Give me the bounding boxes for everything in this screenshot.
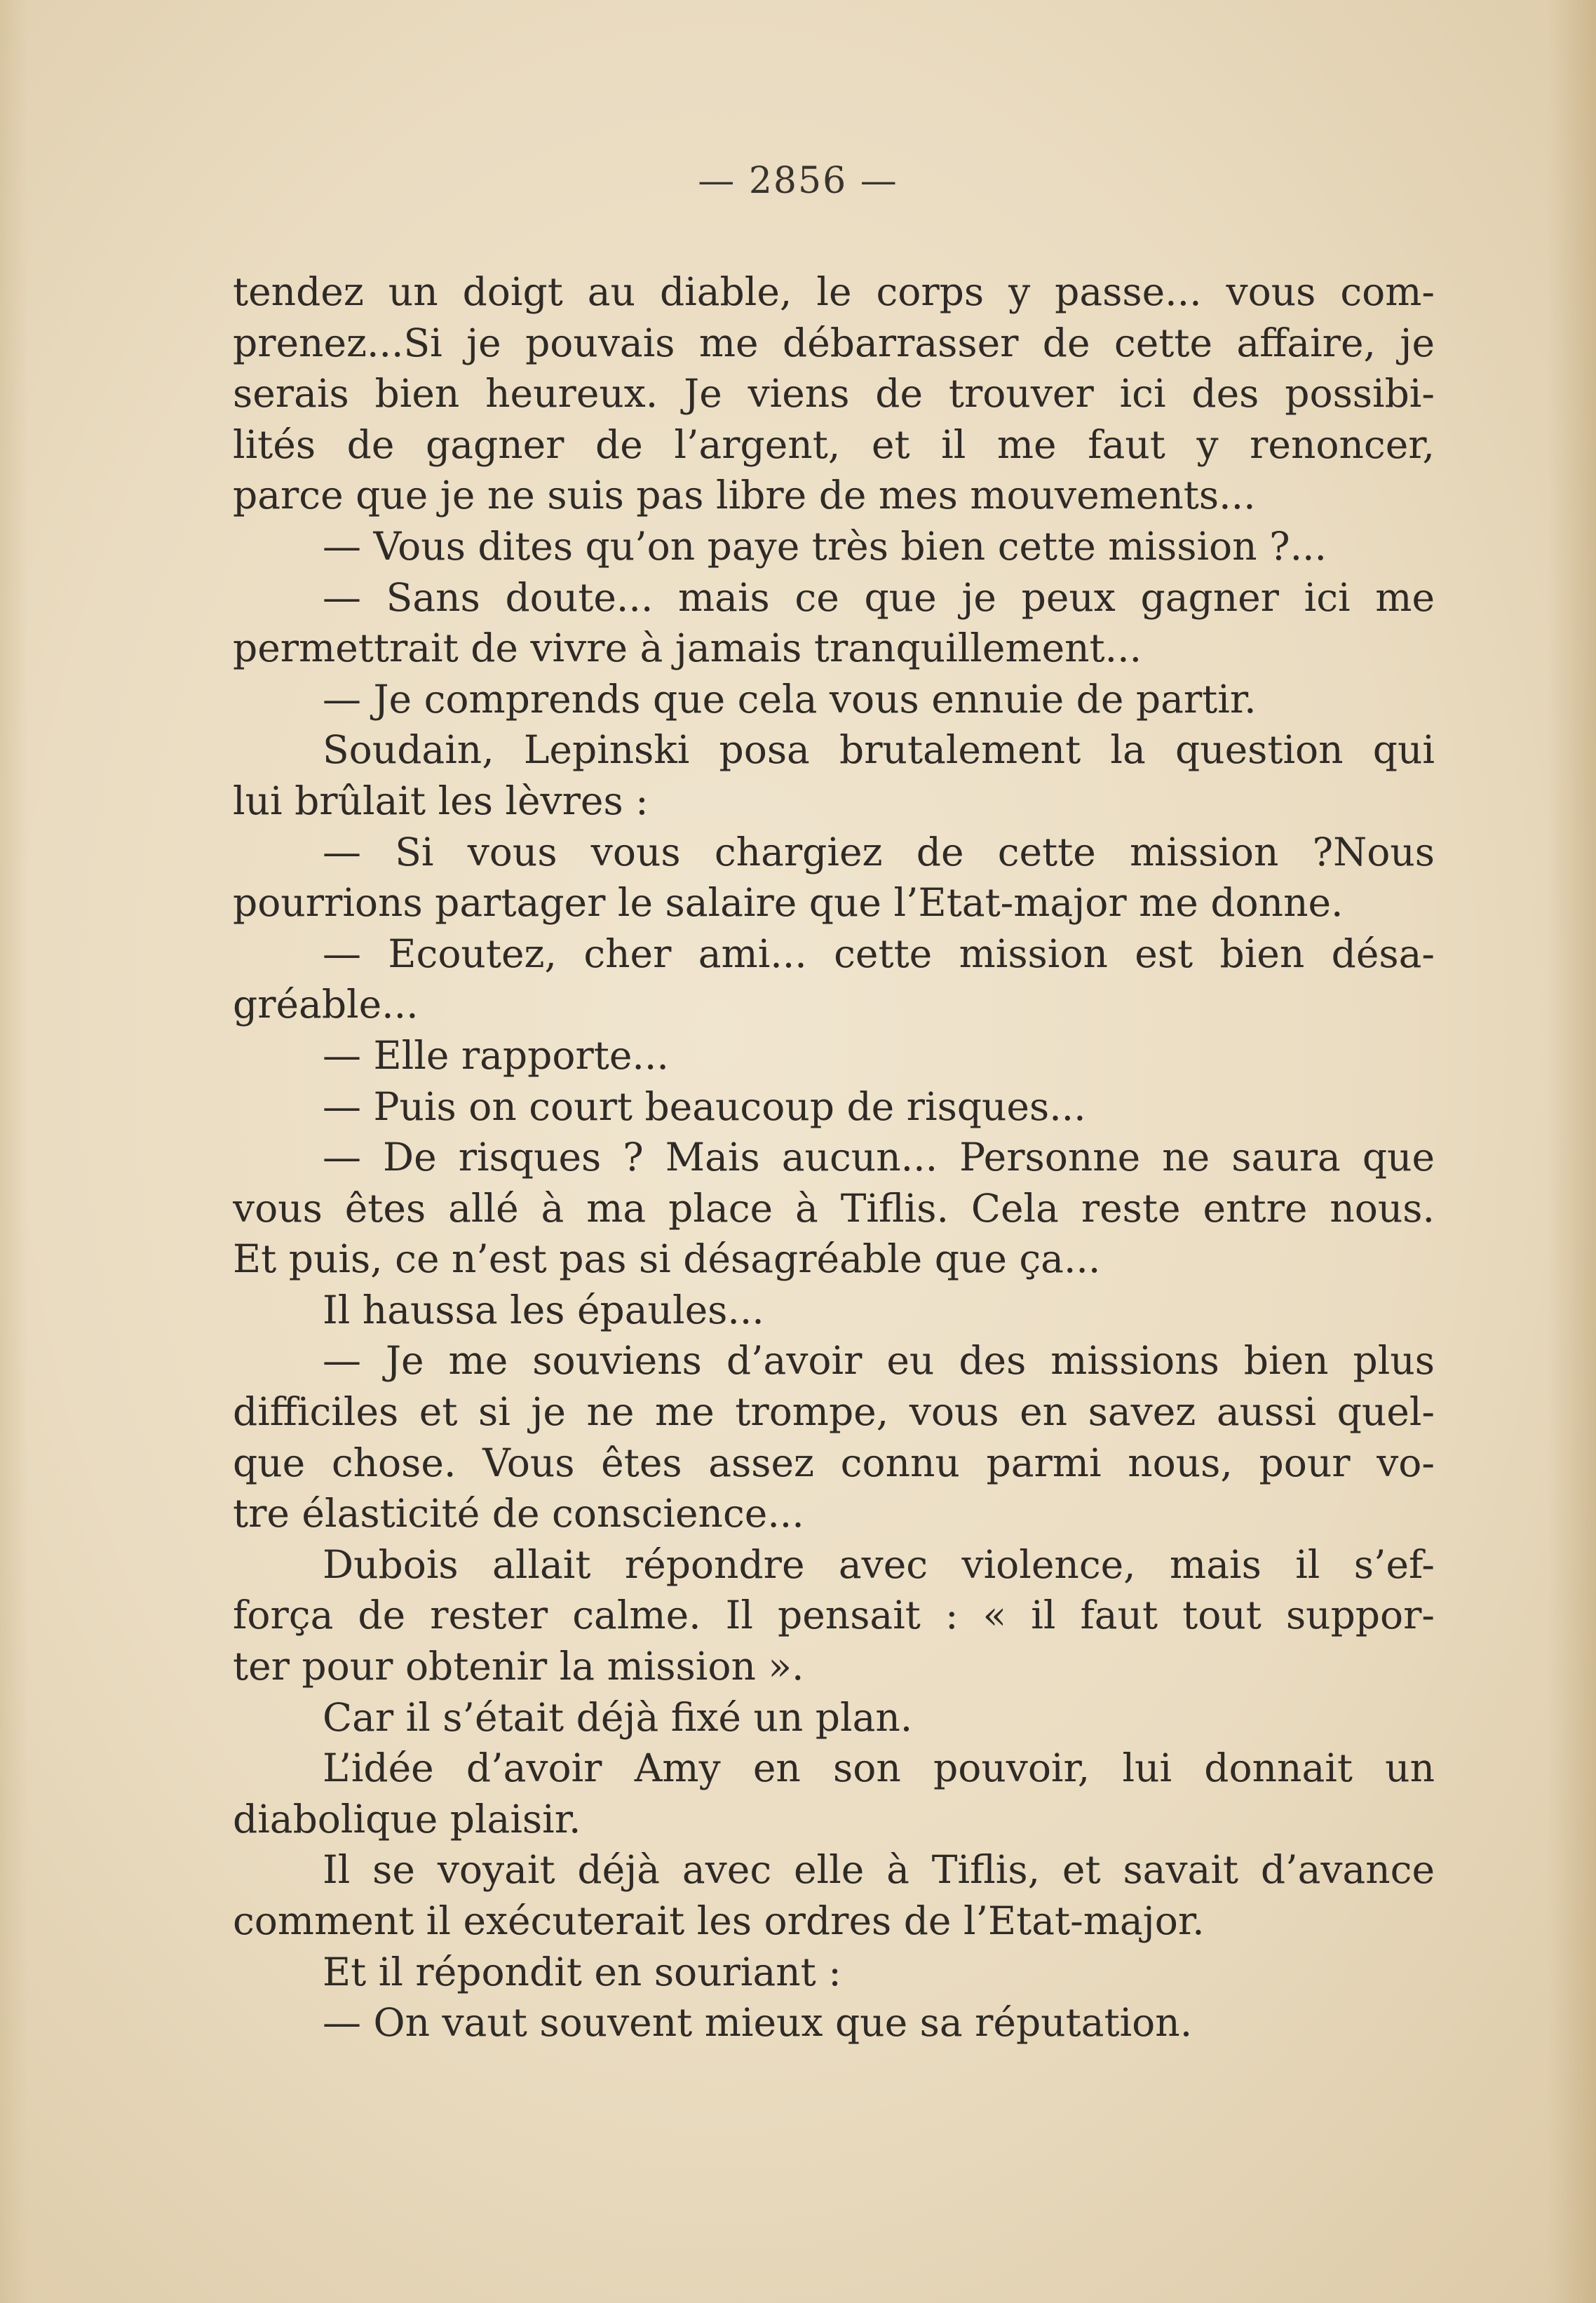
body-text	[233, 266, 1435, 2048]
text-line: Dubois allait répondre avec violence, mais il s’ef-	[323, 1541, 1435, 1587]
text-line: Et il répondit en souriant :	[323, 1949, 841, 1994]
text-line: L’idée d’avoir Amy en son pouvoir, lui donnait un	[323, 1745, 1435, 1791]
text-line: — Vous dites qu’on paye très bien cette mission ?...	[323, 523, 1327, 569]
text-line: — On vaut souvent mieux que sa réputation.	[323, 2000, 1193, 2046]
text-line: gréable...	[233, 982, 419, 1027]
text-line: — Je comprends que cela vous ennuie de partir.	[323, 676, 1257, 722]
text-line: Soudain, Lepinski posa brutalement la question qui	[323, 727, 1435, 773]
text-line: pourrions partager le salaire que l’Etat-major me donne.	[233, 880, 1344, 926]
text-line: comment il exécuterait les ordres de l’Etat-major.	[233, 1898, 1205, 1943]
text-line: tendez un doigt au diable, le corps y passe... vous com-	[233, 269, 1435, 314]
text-line: — Si vous vous chargiez de cette mission ?Nous	[323, 829, 1435, 874]
page-number: — 2856 —	[698, 160, 898, 202]
text-line: — Sans doute... mais ce que je peux gagner ici me	[323, 574, 1435, 620]
text-line: diabolique plaisir.	[233, 1796, 581, 1842]
text-line: permettrait de vivre à jamais tranquillement...	[233, 626, 1142, 671]
text-line: Et puis, ce n’est pas si désagréable que ça...	[233, 1236, 1101, 1282]
text-line: Car il s’était déjà fixé un plan.	[323, 1694, 913, 1740]
text-line: lui brûlait les lèvres :	[233, 778, 649, 823]
text-line: lités de gagner de l’argent, et il me faut y renoncer,	[233, 421, 1435, 467]
text-line: — Puis on court beaucoup de risques...	[323, 1083, 1086, 1129]
text-line: serais bien heureux. Je viens de trouver ici des possibi-	[233, 371, 1435, 417]
text-line: tre élasticité de conscience...	[233, 1491, 804, 1537]
text-line: Il haussa les épaules...	[323, 1287, 764, 1332]
text-line: — De risques ? Mais aucun... Personne ne saura que	[323, 1135, 1435, 1180]
text-line: ter pour obtenir la mission ».	[233, 1644, 804, 1689]
text-line: difficiles et si je ne me trompe, vous en savez aussi quel-	[233, 1389, 1435, 1435]
text-line: vous êtes allé à ma place à Tiflis. Cela reste entre nous.	[233, 1185, 1435, 1231]
text-line: parce que je ne suis pas libre de mes mouvements...	[233, 473, 1256, 518]
text-line: — Je me souviens d’avoir eu des missions bien plus	[323, 1338, 1435, 1384]
text-line: — Elle rapporte...	[323, 1032, 669, 1078]
page-edge-right	[1547, 0, 1596, 2303]
text-line: — Ecoutez, cher ami... cette mission est bien désa-	[323, 931, 1435, 976]
text-line: prenez...Si je pouvais me débarrasser de cette affaire, je	[233, 320, 1435, 365]
text-line: força de rester calme. Il pensait : « il faut tout suppor-	[233, 1593, 1435, 1638]
page-edge-left	[0, 0, 28, 2303]
text-line: que chose. Vous êtes assez connu parmi nous, pour vo-	[233, 1440, 1435, 1485]
text-line: Il se voyait déjà avec elle à Tiflis, et savait d’avance	[323, 1847, 1435, 1893]
